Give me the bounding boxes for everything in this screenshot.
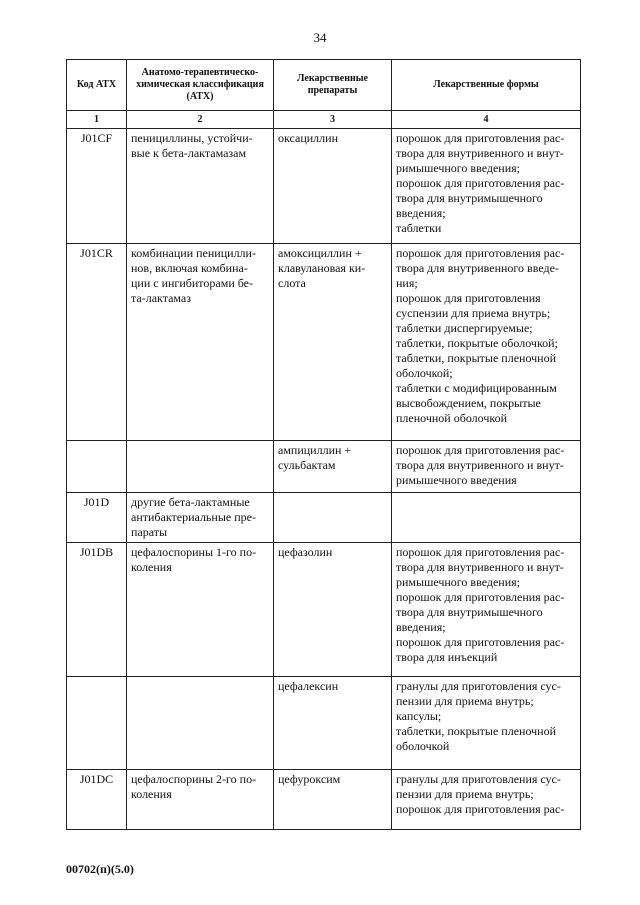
- atc-code-cell: J01DC: [67, 770, 127, 830]
- cell-line: ампициллин +: [278, 443, 352, 457]
- column-number: 2: [127, 111, 274, 129]
- cell-line: ния;: [396, 276, 418, 290]
- cell-line: гранулы для приготовления сус-: [396, 772, 561, 786]
- cell-line: порошок для приготовления рас-: [396, 131, 565, 145]
- classification-cell: [127, 441, 274, 493]
- cell-line: цефуроксим: [278, 772, 341, 786]
- cell-line: твора для внутривенного введе-: [396, 261, 559, 275]
- dosage-forms-cell: [392, 244, 581, 441]
- cell-line: нов, включая комбина-: [131, 261, 248, 275]
- cell-line: твора для внутримышечного: [396, 191, 543, 205]
- drug-cell: [274, 493, 392, 543]
- cell-line: римышечного введения;: [396, 161, 520, 175]
- cell-line: таблетки, покрытые пленочной: [396, 724, 557, 738]
- cell-line: порошок для приготовления рас-: [396, 176, 565, 190]
- classification-cell: [127, 770, 274, 830]
- dosage-forms-cell: [392, 493, 581, 543]
- cell-line: введения;: [396, 620, 446, 634]
- cell-line: порошок для приготовления рас-: [396, 545, 565, 559]
- atc-table: [66, 59, 581, 830]
- column-number: 1: [67, 111, 127, 129]
- drug-cell: [274, 129, 392, 244]
- atc-code-cell: [67, 441, 127, 493]
- drug-cell: [274, 677, 392, 770]
- drug-cell: [274, 543, 392, 677]
- header-drugs: Лекарственные препараты: [274, 60, 392, 111]
- classification-cell: [127, 677, 274, 770]
- cell-line: цефалоспорины 2-го по-: [131, 772, 257, 786]
- drug-cell: [274, 244, 392, 441]
- cell-line: капсулы;: [396, 709, 442, 723]
- atc-code-cell: J01CR: [67, 244, 127, 441]
- cell-line: порошок для приготовления: [396, 291, 541, 305]
- column-number-row: [67, 111, 581, 129]
- cell-line: высвобождением, покрытые: [396, 396, 541, 410]
- header-forms: Лекарственные формы: [392, 60, 581, 111]
- cell-line: твора для внутривенного и внут-: [396, 560, 564, 574]
- classification-cell: [127, 493, 274, 543]
- cell-line: таблетки с модифицированным: [396, 381, 557, 395]
- cell-line: цефалоспорины 1-го по-: [131, 545, 257, 559]
- cell-line: твора для внутримышечного: [396, 605, 543, 619]
- cell-line: цефазолин: [278, 545, 333, 559]
- dosage-forms-cell: [392, 543, 581, 677]
- cell-line: порошок для приготовления рас-: [396, 802, 565, 816]
- drug-cell: [274, 441, 392, 493]
- table-row: [67, 543, 581, 677]
- table-row: [67, 441, 581, 493]
- table-row: [67, 677, 581, 770]
- cell-line: оксациллин: [278, 131, 338, 145]
- cell-line: та-лактамаз: [131, 291, 191, 305]
- cell-line: амоксициллин +: [278, 246, 362, 260]
- dosage-forms-cell: [392, 770, 581, 830]
- cell-line: клавулановая ки-: [278, 261, 366, 275]
- table-header-row: [67, 60, 581, 111]
- atc-code-cell: J01D: [67, 493, 127, 543]
- cell-line: твора для внутривенного и внут-: [396, 458, 564, 472]
- cell-line: таблетки, покрытые пленочной: [396, 351, 557, 365]
- cell-line: оболочкой: [396, 739, 450, 753]
- cell-line: комбинации пеницилли-: [131, 246, 256, 260]
- cell-line: сульбактам: [278, 458, 336, 472]
- table-row: [67, 770, 581, 830]
- atc-code-cell: J01DB: [67, 543, 127, 677]
- table-row: [67, 244, 581, 441]
- table-row: [67, 493, 581, 543]
- cell-line: порошок для приготовления рас-: [396, 443, 565, 457]
- atc-code-cell: [67, 677, 127, 770]
- dosage-forms-cell: [392, 441, 581, 493]
- cell-line: параты: [131, 525, 168, 539]
- cell-line: твора для инъекций: [396, 650, 498, 664]
- cell-line: коления: [131, 787, 172, 801]
- drug-cell: [274, 770, 392, 830]
- cell-line: вые к бета-лактамазам: [131, 146, 247, 160]
- atc-code-cell: J01CF: [67, 129, 127, 244]
- cell-line: другие бета-лактамные: [131, 495, 250, 509]
- dosage-forms-cell: [392, 677, 581, 770]
- header-code: Код АТХ: [67, 60, 127, 111]
- cell-line: порошок для приготовления рас-: [396, 635, 565, 649]
- cell-line: оболочкой;: [396, 366, 453, 380]
- cell-line: ции с ингибиторами бе-: [131, 276, 254, 290]
- cell-line: пензии для приема внутрь;: [396, 694, 534, 708]
- cell-line: таблетки: [396, 221, 442, 235]
- cell-line: антибактериальные пре-: [131, 510, 256, 524]
- column-number: 4: [392, 111, 581, 129]
- cell-line: коления: [131, 560, 172, 574]
- classification-cell: [127, 129, 274, 244]
- classification-cell: [127, 543, 274, 677]
- cell-line: порошок для приготовления рас-: [396, 590, 565, 604]
- cell-line: таблетки, покрытые оболочкой;: [396, 336, 558, 350]
- cell-line: пензии для приема внутрь;: [396, 787, 534, 801]
- document-code: 00702(п)(5.0): [66, 862, 134, 876]
- classification-cell: [127, 244, 274, 441]
- cell-line: римышечного введения: [396, 473, 517, 487]
- column-number: 3: [274, 111, 392, 129]
- cell-line: суспензии для приема внутрь;: [396, 306, 551, 320]
- header-classification: Анатомо-терапевтическо-химическая классификация (АТХ): [127, 60, 274, 111]
- dosage-forms-cell: [392, 129, 581, 244]
- cell-line: слота: [278, 276, 306, 290]
- table-row: [67, 129, 581, 244]
- page-number: 34: [313, 30, 327, 45]
- cell-line: порошок для приготовления рас-: [396, 246, 565, 260]
- cell-line: пленочной оболочкой: [396, 411, 508, 425]
- cell-line: таблетки диспергируемые;: [396, 321, 533, 335]
- cell-line: гранулы для приготовления сус-: [396, 679, 561, 693]
- cell-line: цефалексин: [278, 679, 339, 693]
- cell-line: римышечного введения;: [396, 575, 520, 589]
- cell-line: введения;: [396, 206, 446, 220]
- cell-line: твора для внутривенного и внут-: [396, 146, 564, 160]
- cell-line: пенициллины, устойчи-: [131, 131, 253, 145]
